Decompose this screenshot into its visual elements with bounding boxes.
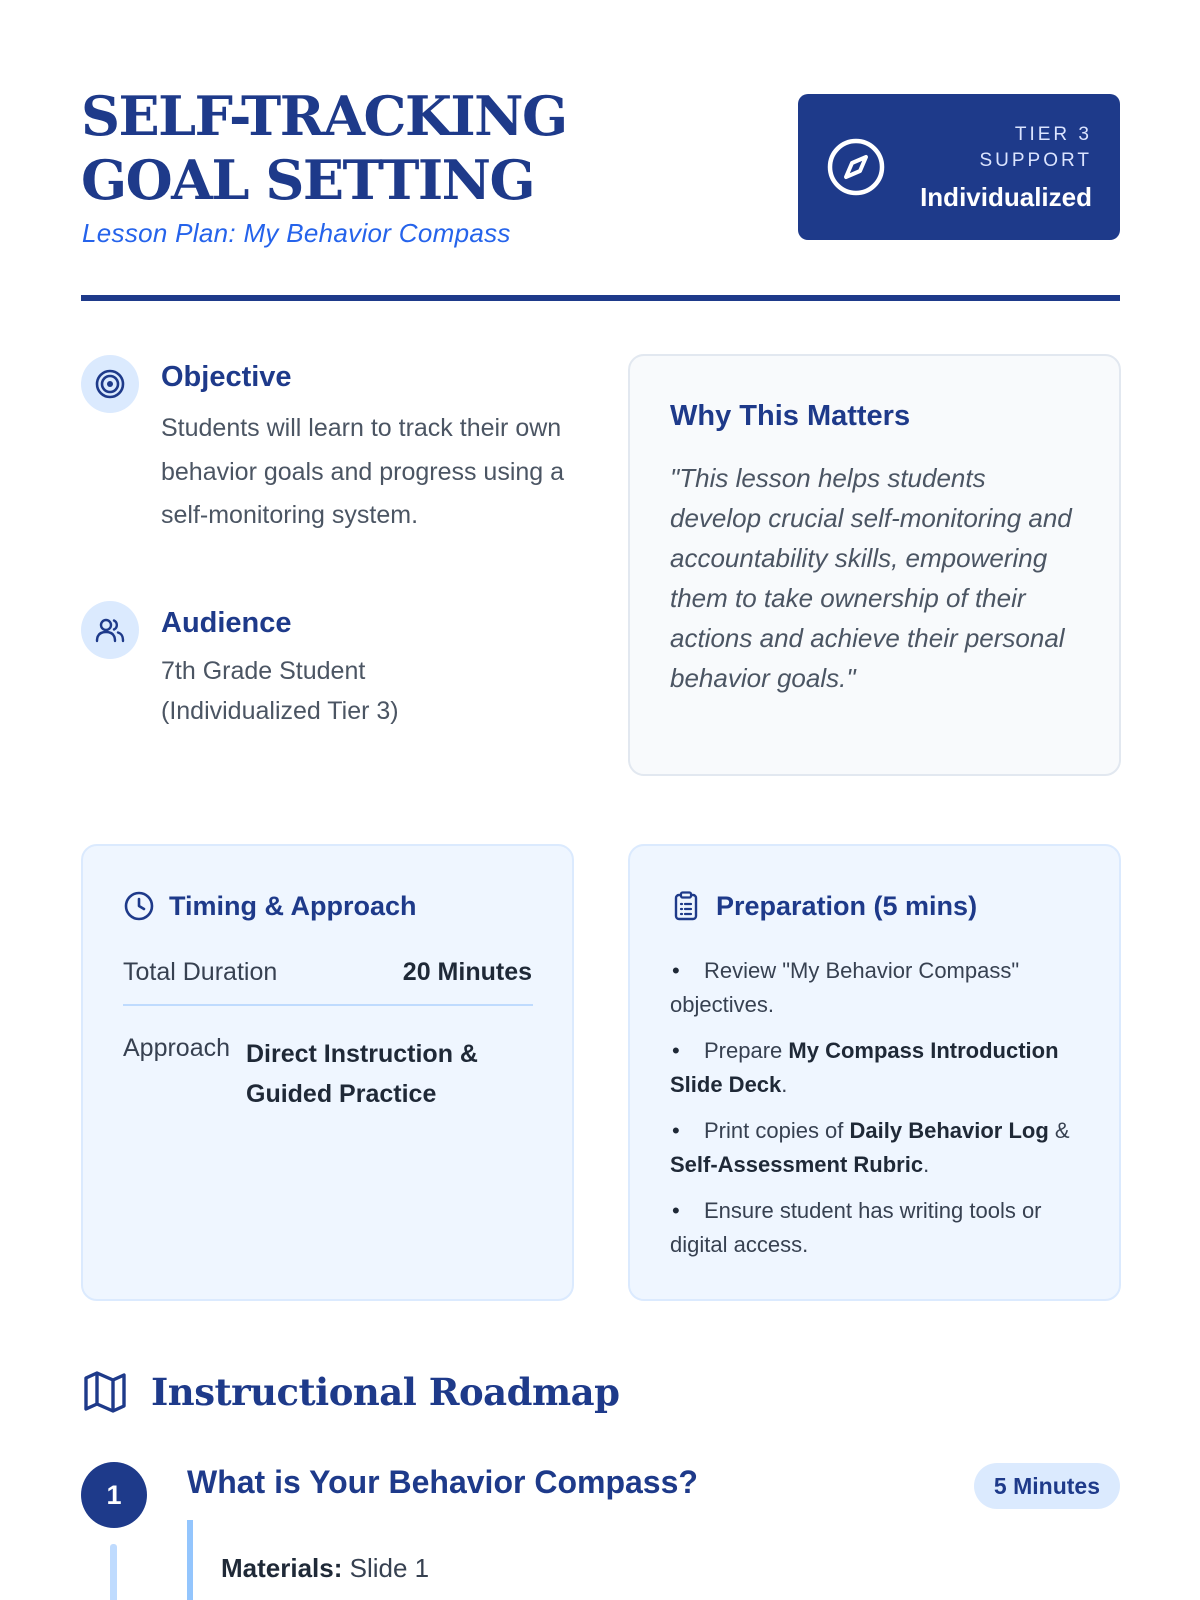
objective-heading: Objective bbox=[161, 361, 292, 393]
timing-heading: Timing & Approach bbox=[169, 890, 417, 921]
roadmap-header bbox=[81, 1368, 619, 1416]
roadmap-title: Instructional Roadmap bbox=[151, 1370, 620, 1414]
step-accent-bar bbox=[187, 1520, 193, 1600]
approach-value: Direct Instruction & Guided Practice bbox=[246, 1040, 478, 1108]
step-duration-badge: 5 Minutes bbox=[974, 1463, 1120, 1509]
preparation-list bbox=[670, 954, 1075, 1274]
objective-icon-wrap bbox=[81, 355, 139, 413]
badge-tier: TIER 3 SUPPORT bbox=[979, 124, 1092, 171]
clipboard-icon bbox=[670, 890, 702, 922]
preparation-heading: Preparation (5 mins) bbox=[716, 890, 978, 921]
audience-heading: Audience bbox=[161, 607, 292, 639]
target-icon bbox=[94, 368, 126, 400]
audience-section bbox=[81, 601, 601, 731]
objective-text: Students will learn to track their own behavior goals and progress using a self-monitoring system. bbox=[161, 414, 565, 529]
timing-divider bbox=[123, 1004, 533, 1006]
prep-item: • Prepare My Compass Introduction Slide Deck. bbox=[670, 1034, 1075, 1102]
timeline-line bbox=[110, 1544, 117, 1600]
compass-icon bbox=[826, 137, 886, 197]
page-subtitle: Lesson Plan: My Behavior Compass bbox=[82, 218, 511, 248]
step-number: 1 bbox=[81, 1462, 147, 1528]
map-icon bbox=[81, 1368, 129, 1416]
badge-label: Individualized bbox=[920, 182, 1092, 212]
step-materials: Materials: Slide 1 bbox=[221, 1553, 430, 1583]
step-title: What is Your Behavior Compass? bbox=[187, 1464, 698, 1500]
preparation-card bbox=[628, 844, 1121, 1301]
audience-icon-wrap bbox=[81, 601, 139, 659]
clock-icon bbox=[123, 890, 155, 922]
duration-value: 20 Minutes bbox=[402, 958, 532, 986]
timing-card bbox=[81, 844, 574, 1301]
why-heading: Why This Matters bbox=[670, 400, 911, 432]
why-quote: "This lesson helps students develop crucial self-monitoring and accountability skills, empowering them to take ownership of their actions and achieve their personal behavior goals." bbox=[670, 463, 1072, 693]
header bbox=[81, 84, 1120, 302]
why-card bbox=[628, 354, 1121, 776]
tier-badge bbox=[798, 94, 1120, 240]
prep-item: • Review "My Behavior Compass" objectives. bbox=[670, 954, 1075, 1022]
preparation-header bbox=[670, 890, 977, 922]
timing-header bbox=[123, 890, 417, 922]
duration-label: Total Duration bbox=[123, 958, 278, 986]
prep-item: • Print copies of Daily Behavior Log & Self-Assessment Rubric. bbox=[670, 1114, 1075, 1182]
header-divider bbox=[81, 295, 1120, 301]
prep-item: • Ensure student has writing tools or digital access. bbox=[670, 1194, 1075, 1262]
page-title: SELF-TRACKING GOAL SETTING bbox=[81, 84, 567, 212]
users-icon bbox=[94, 614, 126, 646]
approach-label: Approach bbox=[123, 1034, 231, 1062]
audience-text: 7th Grade Student (Individualized Tier 3) bbox=[161, 657, 399, 725]
objective-section bbox=[81, 355, 601, 575]
